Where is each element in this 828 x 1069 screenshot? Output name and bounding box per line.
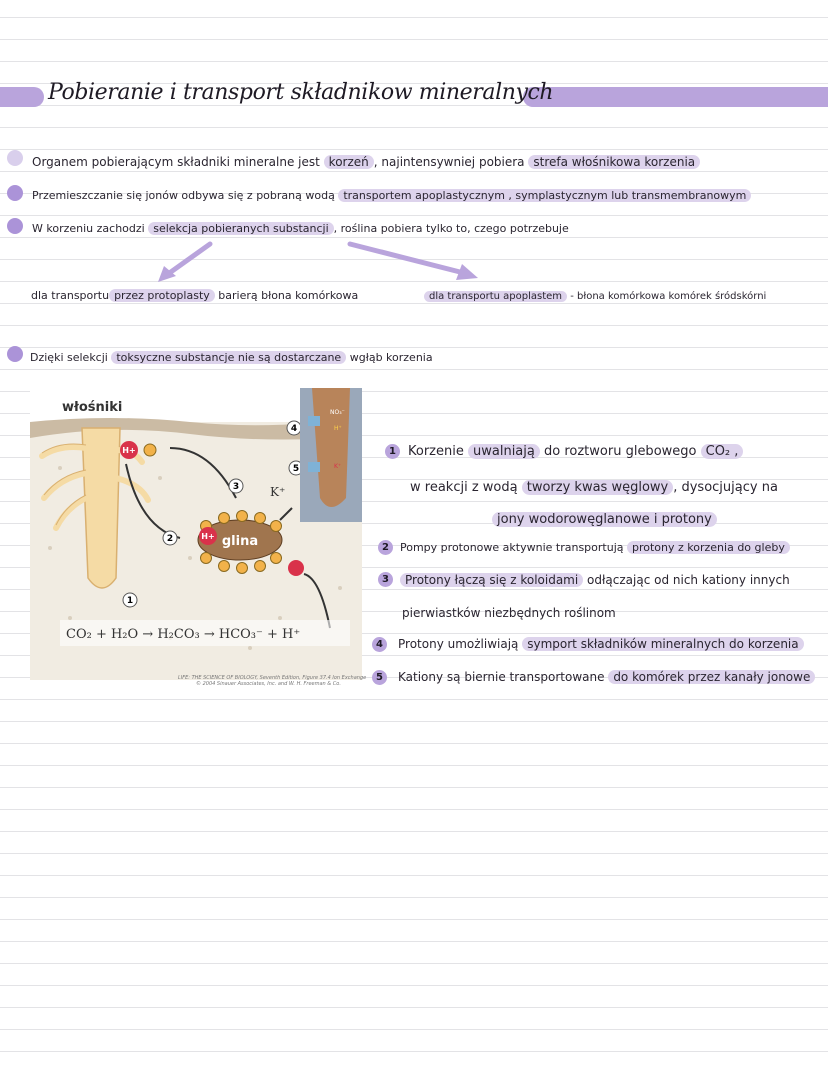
svg-text:K⁺: K⁺: [334, 463, 342, 470]
note-5-highlight: do komórek przez kanały jonowe: [608, 670, 815, 684]
bullet-dot: [7, 346, 23, 362]
figure-credit-2: © 2004 Sinauer Associates, Inc. and W. H. Freeman & Co.: [196, 681, 341, 687]
note-2-highlight: protony z korzenia do gleby: [627, 541, 790, 554]
bullet-4-text: Dzięki selekcji: [30, 351, 108, 364]
bullet-1: [32, 155, 700, 169]
ion-exchange-diagram: [30, 388, 362, 680]
branch-right-text: - błona komórkowa komórek śródskórni: [570, 291, 767, 302]
note-2-text: Pompy protonowe aktywnie transportują: [400, 541, 624, 554]
fig-num-1: 1: [126, 596, 134, 606]
bullet-1-highlight-root: korzeń: [324, 155, 374, 169]
branch-left-text-2: barierą błona komórkowa: [218, 289, 359, 302]
note-3-highlight: Protony łączą się z koloidami: [400, 573, 583, 587]
note-3b: pierwiastków niezbędnych roślinom: [402, 606, 616, 620]
bullet-2: [32, 189, 751, 202]
note-number: 2: [378, 540, 393, 555]
note-number: 1: [385, 444, 400, 459]
note-1b-text-2: , dysocjujący na: [673, 480, 778, 495]
bullet-3-text: W korzeniu zachodzi: [32, 222, 145, 235]
bullet-dot: [7, 185, 23, 201]
bullet-4-highlight: toksyczne substancje nie są dostarczane: [111, 351, 346, 364]
svg-text:H+: H+: [122, 446, 136, 455]
note-2: [400, 541, 790, 554]
bullet-1-highlight-zone: strefa włośnikowa korzenia: [528, 155, 700, 169]
bullet-dot: [7, 150, 23, 166]
note-3: [400, 573, 790, 587]
note-number: 3: [378, 572, 393, 587]
page-title: Pobieranie i transport składnikow mineralnych: [48, 80, 554, 105]
note-1b-highlight: tworzy kwas węglowy: [522, 480, 673, 495]
k-ion: K⁺: [270, 485, 286, 499]
branch-arrows: [150, 238, 490, 286]
note-1-text: Korzenie: [408, 444, 464, 459]
branch-left: [31, 289, 358, 302]
figure-credit: LIFE: THE SCIENCE OF BIOLOGY, Seventh Edition, Figure 37.4 Ion Exchange: [178, 675, 367, 681]
bullet-3-highlight: selekcja pobieranych substancji: [148, 222, 333, 235]
fig-num-5: 5: [292, 464, 300, 474]
note-number: 5: [372, 670, 387, 685]
bullet-dot: [7, 218, 23, 234]
note-1b-text: w reakcji z wodą: [410, 480, 518, 495]
note-1c: [492, 512, 717, 527]
bullet-4-text-2: wgłąb korzenia: [349, 351, 433, 364]
note-5-text: Kationy są biernie transportowane: [398, 670, 605, 684]
bullet-2-text: Przemieszczanie się jonów odbywa się z pobraną wodą: [32, 189, 335, 202]
equation: CO₂ + H₂O → H₂CO₃ → HCO₃⁻ + H⁺: [66, 627, 301, 642]
note-1: [408, 444, 743, 459]
note-4: [398, 637, 804, 651]
branch-left-text: dla transportu: [31, 289, 110, 302]
fig-num-3: 3: [232, 482, 240, 492]
note-1c-highlight: jony wodorowęglanowe i protony: [492, 512, 717, 527]
branch-left-highlight: przez protoplasty: [109, 289, 215, 302]
bullet-1-text: Organem pobierającym składniki mineralne jest: [32, 155, 320, 169]
title-bar-right: [523, 87, 828, 107]
note-5: [398, 670, 815, 684]
clay-label: glina: [221, 534, 259, 549]
title-bar-left: [0, 87, 44, 107]
branch-right: [424, 291, 766, 302]
bullet-4: [30, 351, 433, 364]
branch-right-highlight: dla transportu apoplastem: [424, 291, 567, 302]
root-hairs-label: włośniki: [62, 400, 123, 415]
note-1-highlight: uwalniają: [468, 444, 540, 459]
note-1-highlight-2: CO₂ ,: [701, 444, 744, 459]
fig-num-4: 4: [290, 424, 298, 434]
note-1-text-2: do roztworu glebowego: [544, 444, 697, 459]
note-4-text: Protony umożliwiają: [398, 637, 519, 651]
no3-ion: NO₃⁻: [330, 409, 345, 416]
fig-num-2: 2: [166, 534, 174, 544]
note-4-highlight: symport składników mineralnych do korzenia: [522, 637, 803, 651]
note-3-text: odłączając od nich kationy innych: [587, 573, 790, 587]
note-number: 4: [372, 637, 387, 652]
bullet-2-highlight: transportem apoplastycznym , symplastycznym lub transmembranowym: [338, 189, 751, 202]
svg-text:H+: H+: [201, 532, 215, 541]
note-1b: [410, 480, 778, 495]
h-ion: H⁺: [334, 425, 342, 432]
bullet-3-text-2: , roślina pobiera tylko to, czego potrzebuje: [333, 222, 569, 235]
bullet-3: [32, 222, 569, 235]
bullet-1-text-2: , najintensywniej pobiera: [373, 155, 525, 169]
